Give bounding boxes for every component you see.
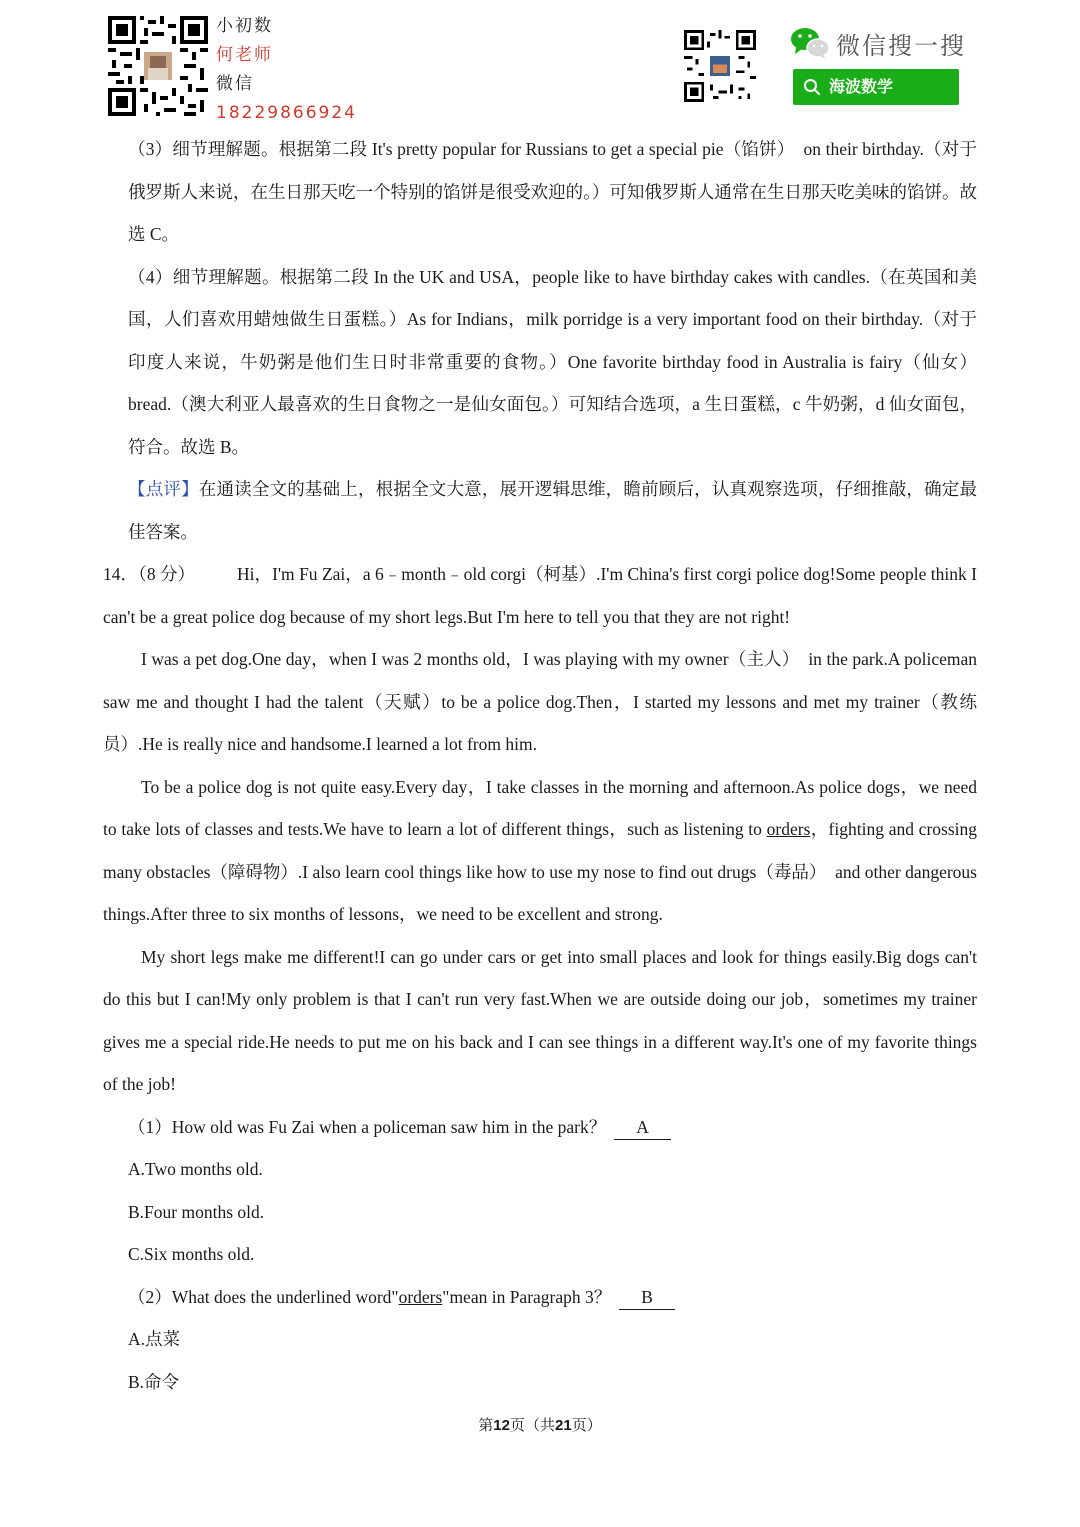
answer-blank: A: [614, 1115, 671, 1140]
question-text: "mean in Paragraph 3？: [442, 1286, 612, 1307]
passage-paragraph-4: My short legs make me different!I can go under cars or get into small places and look for things easily.Big dogs can't do this but I can!My only problem is that I can't run very fast.When we are outside doing our job，sometimes my trainer gives me a special ride.He needs to put me on his back and I can see things in a different way.It's one of my favorite things of the job!: [103, 946, 977, 1094]
contact-info: [216, 12, 357, 128]
contact-phone: 18229866924: [216, 103, 357, 123]
answer-blank: B: [619, 1285, 675, 1310]
footer-prefix: 第: [478, 1418, 494, 1434]
qr-code-icon: [108, 16, 208, 116]
option: A.点菜: [128, 1329, 181, 1349]
page-number: 12: [493, 1417, 510, 1434]
comment-paragraph: [103, 468, 977, 553]
passage-paragraph-1: Hi，I'm Fu Zai，a 6﹣month﹣old corgi（柯基）.I'm China's first corgi police dog!Some people think I can't be a great police dog because of my short legs.But I'm here to tell you that they are not right!: [103, 564, 977, 627]
explanation-q13-4: （4）细节理解题。根据第二段 In the UK and USA，people like to have birthday cakes with candles.（在英国和美国，人们喜欢用蜡烛做生日蛋糕。）As for Indians，milk porridge is a very important food on their birthday.（对于印度人来说，牛奶粥是他们生日时非常重要的食物。）One favorite birthday food in Australia is fairy（仙女）bread.（澳大利亚人最喜欢的生日食物之一是仙女面包。）可知结合选项，a 生日蛋糕，c 牛奶粥，d 仙女面包，符合。故选 B。: [128, 266, 977, 457]
option: C.Six months old.: [128, 1244, 255, 1264]
question-text: （1）How old was Fu Zai when a policeman saw him in the park？: [128, 1116, 607, 1137]
contact-teacher: 何老师: [216, 45, 273, 65]
wechat-search-title: 微信搜一搜: [836, 32, 966, 60]
search-label: 海波数学: [829, 77, 894, 96]
footer-middle: 页（共: [509, 1418, 555, 1434]
underlined-word: orders: [766, 819, 811, 839]
wechat-logo-icon: [790, 26, 830, 60]
contact-line: 小初数: [216, 16, 273, 36]
question-2: [103, 1276, 977, 1319]
passage-paragraph-2: I was a pet dog.One day，when I was 2 months old，I was playing with my owner（主人） in the park.A policeman saw me and thought I had the talent（天赋）to be a police dog.Then，I started my lessons and met my trainer（教练员）.He is really nice and handsome.I learned a lot from him.: [103, 649, 977, 754]
underlined-word: orders: [398, 1286, 443, 1307]
qr-code-icon: [684, 30, 756, 102]
page-header: [0, 0, 1080, 123]
question-text: （2）What does the underlined word": [128, 1286, 399, 1307]
comment-text: 在通读全文的基础上，根据全文大意，展开逻辑思维，瞻前顾后，认真观察选项，仔细推敲，确定最佳答案。: [128, 479, 977, 542]
option: A.Two months old.: [128, 1159, 263, 1179]
option: B.命令: [128, 1371, 180, 1392]
document-body: [103, 128, 977, 1403]
question-1: [103, 1106, 977, 1149]
comment-tag: 【点评】: [128, 479, 199, 499]
footer-suffix: 页）: [571, 1418, 602, 1434]
passage-paragraph-3: [103, 766, 977, 936]
option: B.Four months old.: [128, 1201, 265, 1222]
passage-text: To be a police dog is not quite easy.Every day，I take classes in the morning and afternoon.As police dogs，we need to take lots of classes and tests.We have to learn a lot of different things，such as listening to: [103, 776, 977, 839]
contact-wechat-label: 微信: [216, 74, 254, 94]
question-number: 14．（8 分）: [103, 564, 196, 584]
wechat-search-box[interactable]: [793, 69, 959, 105]
passage-text: ，fighting and crossing many obstacles（障碍物）.I also learn cool things like how to use my nose to find out drugs（毒品） and other dangerous things.After three to six months of lessons，we need to be excellent and strong.: [103, 819, 978, 924]
explanation-q13-3: （3）细节理解题。根据第二段 It's pretty popular for Russians to get a special pie（馅饼） on their birthday.（对于俄罗斯人来说，在生日那天吃一个特别的馅饼是很受欢迎的。）可知俄罗斯人通常在生日那天吃美味的馅饼。故选 C。: [128, 139, 977, 244]
question-14-intro: [103, 553, 977, 638]
search-icon: [803, 78, 821, 96]
page-footer: [0, 1414, 1080, 1435]
page-total: 21: [555, 1417, 572, 1434]
